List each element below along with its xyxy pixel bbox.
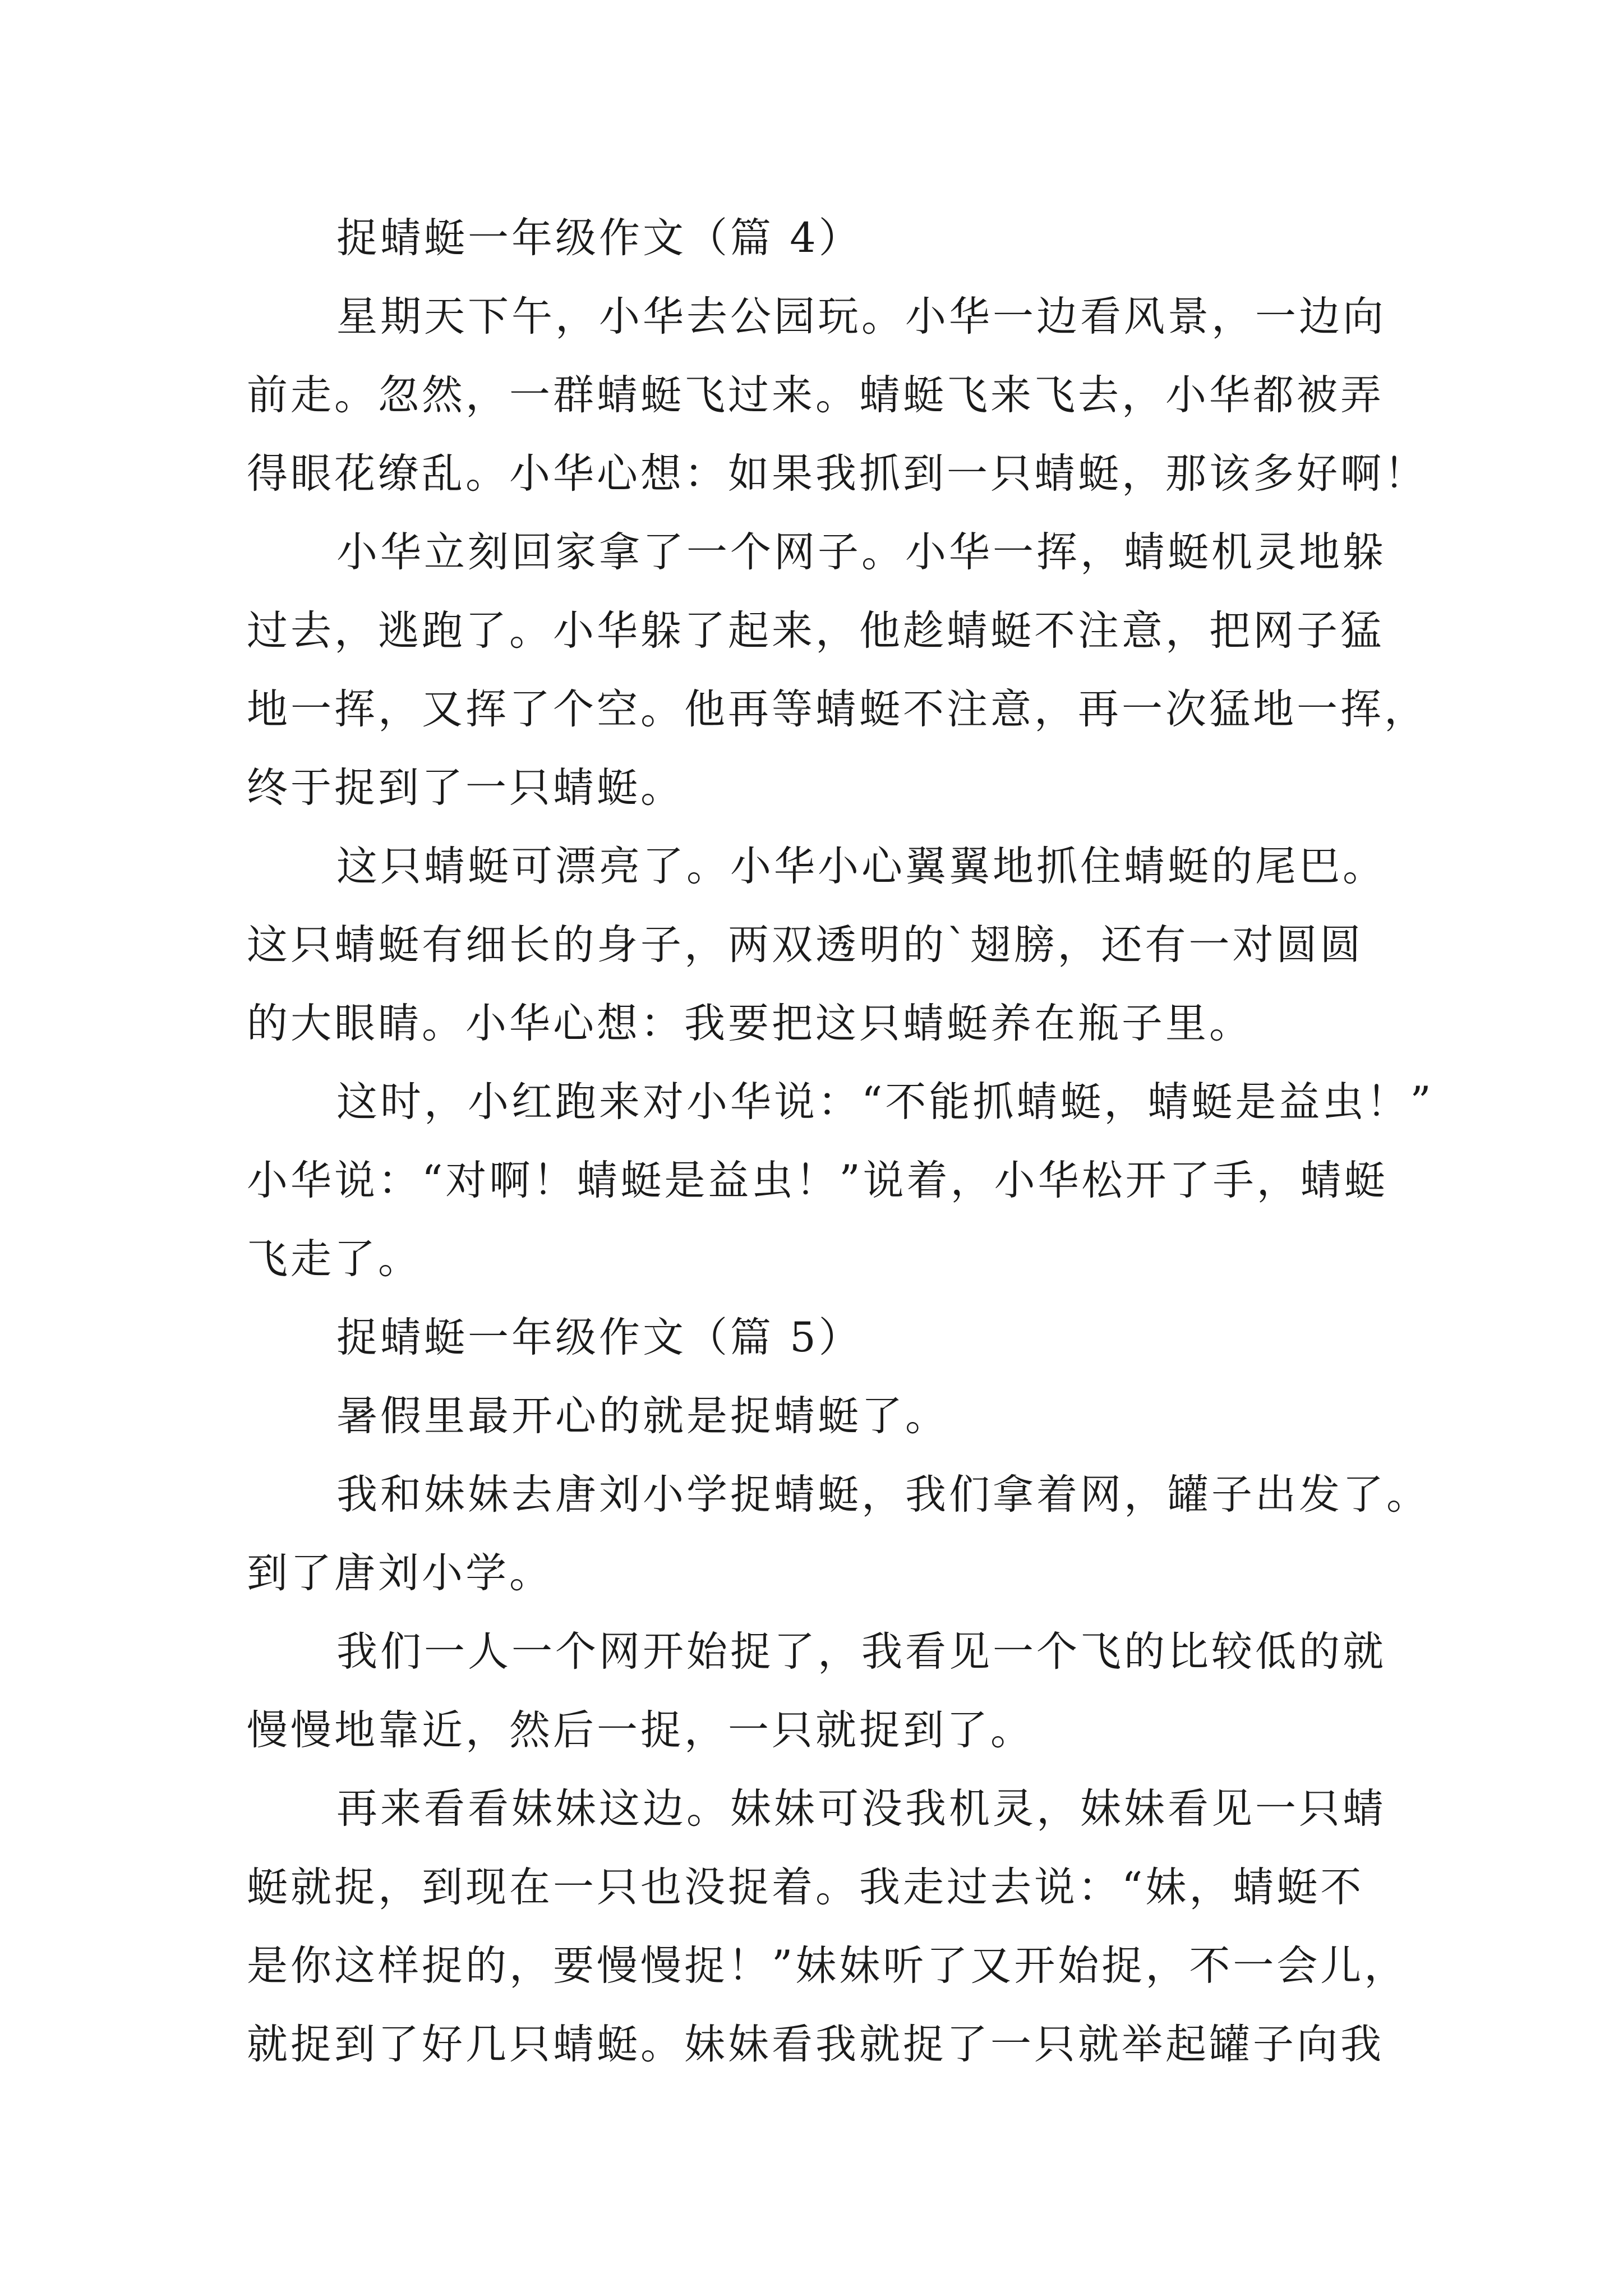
- section-heading: 捉蜻蜓一年级作文（篇 5）: [336, 1314, 863, 1361]
- paragraph-line: 这只蜻蜓有细长的身子，两双透明的`翅膀，还有一对圆圆: [247, 921, 1364, 969]
- paragraph-line: 这只蜻蜓可漂亮了。小华小心翼翼地抓住蜻蜓的尾巴。: [336, 843, 1386, 890]
- paragraph-line: 的大眼睛。小华心想：我要把这只蜻蜓养在瓶子里。: [247, 1000, 1253, 1047]
- paragraph-line: 这时，小红跑来对小华说：“不能抓蜻蜓，蜻蜓是益虫！”: [336, 1078, 1434, 1126]
- paragraph-line: 暑假里最开心的就是捉蜻蜓了。: [336, 1392, 949, 1440]
- paragraph-line: 小华说：“对啊！蜻蜓是益虫！”说着，小华松开了手，蜻蜓: [247, 1157, 1388, 1204]
- paragraph-line: 飞走了。: [247, 1235, 422, 1283]
- paragraph-line: 是你这样捉的，要慢慢捉！”妹妹听了又开始捉，不一会儿，: [247, 1942, 1408, 1990]
- paragraph-line: 蜓就捉，到现在一只也没捉着。我走过去说：“妹，蜻蜓不: [247, 1864, 1364, 1911]
- paragraph-line: 慢慢地靠近，然后一捉，一只就捉到了。: [247, 1706, 1034, 1754]
- paragraph-line: 星期天下午，小华去公园玩。小华一边看风景，一边向: [336, 293, 1386, 341]
- paragraph-line: 我们一人一个网开始捉了，我看见一个飞的比较低的就: [336, 1628, 1386, 1676]
- paragraph-line: 我和妹妹去唐刘小学捉蜻蜓，我们拿着网，罐子出发了。: [336, 1471, 1430, 1519]
- paragraph-line: 再来看看妹妹这边。妹妹可没我机灵，妹妹看见一只蜻: [336, 1785, 1386, 1833]
- section-heading: 捉蜻蜓一年级作文（篇 4）: [336, 214, 863, 262]
- paragraph-line: 终于捉到了一只蜻蜓。: [247, 764, 684, 812]
- paragraph-line: 得眼花缭乱。小华心想：如果我抓到一只蜻蜓，那该多好啊！: [247, 450, 1428, 498]
- paragraph-line: 前走。忽然，一群蜻蜓飞过来。蜻蜓飞来飞去，小华都被弄: [247, 371, 1384, 419]
- paragraph-line: 到了唐刘小学。: [247, 1549, 553, 1597]
- paragraph-line: 就捉到了好几只蜻蜓。妹妹看我就捉了一只就举起罐子向我: [247, 2021, 1384, 2068]
- paragraph-line: 地一挥，又挥了个空。他再等蜻蜓不注意，再一次猛地一挥，: [247, 685, 1428, 733]
- paragraph-line: 小华立刻回家拿了一个网子。小华一挥，蜻蜓机灵地躲: [336, 528, 1386, 576]
- paragraph-line: 过去，逃跑了。小华躲了起来，他趁蜻蜓不注意，把网子猛: [247, 607, 1384, 655]
